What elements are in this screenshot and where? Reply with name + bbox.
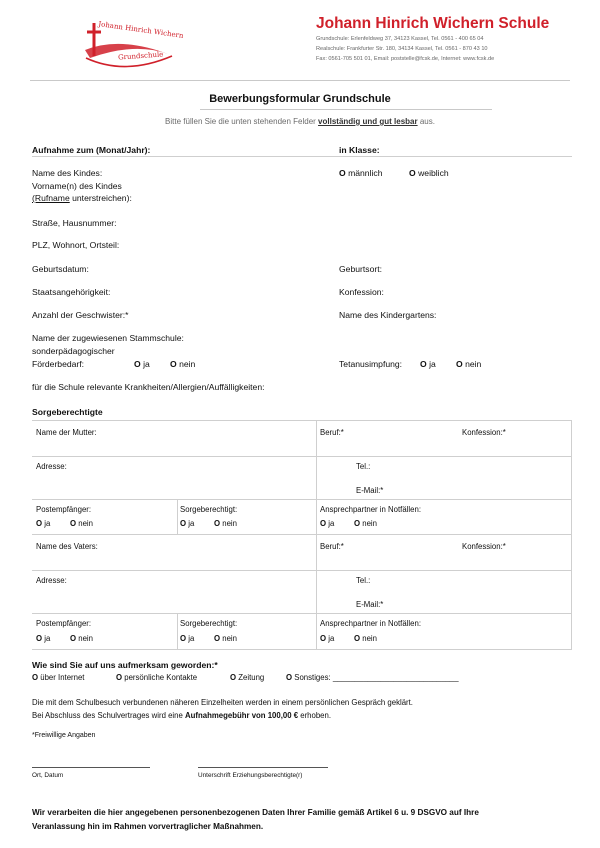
mutter-sorge-nein-option[interactable]: O nein xyxy=(214,519,237,528)
geschwister-label: Anzahl der Geschwister:* xyxy=(32,310,129,320)
aufmerksam-question: Wie sind Sie auf uns aufmerksam geworden:* xyxy=(32,660,218,670)
section-divider xyxy=(32,156,572,157)
table-top-border xyxy=(32,420,572,421)
aufmerksam-sonstiges-option[interactable]: O Sonstiges: _____________________________ xyxy=(286,673,459,682)
mutter-sorge-label: Sorgeberechtigt: xyxy=(180,505,238,514)
geburtsort-label: Geburtsort: xyxy=(339,264,382,274)
mutter-notfall-ja-option[interactable]: O ja xyxy=(320,519,335,528)
school-name: Johann Hinrich Wichern Schule xyxy=(316,15,550,32)
vater-post-nein-option[interactable]: O nein xyxy=(70,634,93,643)
address-line: Fax: 0561-705 501 01, Email: poststelle@fcsk.de, Internet: www.fcsk.de xyxy=(316,56,495,62)
vater-notfall-ja-option[interactable]: O ja xyxy=(320,634,335,643)
vater-sorge-ja-option[interactable]: O ja xyxy=(180,634,195,643)
ort-datum-label: Ort, Datum xyxy=(32,772,64,779)
stammschule-label: Name der zugewiesenen Stammschule: xyxy=(32,333,184,343)
vorname-label: Vorname(n) des Kindes xyxy=(32,181,122,191)
info-line-2: Bei Abschluss des Schulvertrages wird eine Aufnahmegebühr von 100,00 € erhoben. xyxy=(32,711,332,720)
mutter-label: Name der Mutter: xyxy=(36,428,97,437)
row-divider xyxy=(32,534,572,535)
aufmerksam-zeitung-option[interactable]: O Zeitung xyxy=(230,673,265,682)
table-vline xyxy=(177,613,178,649)
aufnahme-label: Aufnahme zum (Monat/Jahr): xyxy=(32,145,151,155)
row-divider xyxy=(32,456,572,457)
table-vline xyxy=(316,499,317,534)
unterschrift-line[interactable] xyxy=(198,767,328,768)
foerder-nein-option[interactable]: O nein xyxy=(170,359,196,369)
vater-tel-label: Tel.: xyxy=(356,576,371,585)
name-kind-label: Name des Kindes: xyxy=(32,168,103,178)
row-divider xyxy=(32,613,572,614)
mutter-email-label: E-Mail:* xyxy=(356,486,384,495)
title-underline xyxy=(200,109,492,110)
vater-email-label: E-Mail:* xyxy=(356,600,384,609)
mutter-post-label: Postempfänger: xyxy=(36,505,92,514)
sorge-heading: Sorgeberechtigte xyxy=(32,407,103,417)
mutter-post-nein-option[interactable]: O nein xyxy=(70,519,93,528)
plz-label: PLZ, Wohnort, Ortsteil: xyxy=(32,240,120,250)
vater-sorge-label: Sorgeberechtigt: xyxy=(180,619,238,628)
tetanus-ja-option[interactable]: O ja xyxy=(420,359,436,369)
info-line-1: Die mit dem Schulbesuch verbundenen näheren Einzelheiten werden in einem persönlichen Gespräch geklärt. xyxy=(32,698,413,707)
mutter-notfall-nein-option[interactable]: O nein xyxy=(354,519,377,528)
aufmerksam-kontakte-option[interactable]: O persönliche Kontakte xyxy=(116,673,198,682)
table-vline xyxy=(316,420,317,499)
row-divider xyxy=(32,499,572,500)
address-line: Realschule: Frankfurter Str. 180, 34134 Kassel, Tel. 0561 - 870 43 10 xyxy=(316,46,488,52)
mutter-tel-label: Tel.: xyxy=(356,462,371,471)
vater-sorge-nein-option[interactable]: O nein xyxy=(214,634,237,643)
form-subtitle: Bitte füllen Sie die unten stehenden Felder vollständig und gut lesbar aus. xyxy=(165,117,435,126)
rufname-label: (Rufname unterstreichen): xyxy=(32,193,132,203)
freiwillig-note: *Freiwillige Angaben xyxy=(32,732,96,739)
mutter-post-ja-option[interactable]: O ja xyxy=(36,519,51,528)
mutter-notfall-label: Ansprechpartner in Notfällen: xyxy=(320,505,421,514)
mutter-adresse-label: Adresse: xyxy=(36,462,67,471)
logo-text-bottom: Grundschule xyxy=(117,50,164,62)
gender-male-option[interactable]: O männlich xyxy=(339,168,383,178)
vater-post-ja-option[interactable]: O ja xyxy=(36,634,51,643)
konfession-label: Konfession: xyxy=(339,287,384,297)
row-divider xyxy=(32,570,572,571)
vater-adresse-label: Adresse: xyxy=(36,576,67,585)
table-vline xyxy=(571,420,572,649)
strasse-label: Straße, Hausnummer: xyxy=(32,218,117,228)
mutter-sorge-ja-option[interactable]: O ja xyxy=(180,519,195,528)
vater-notfall-nein-option[interactable]: O nein xyxy=(354,634,377,643)
vater-notfall-label: Ansprechpartner in Notfällen: xyxy=(320,619,421,628)
vater-konfession-label: Konfession:* xyxy=(462,542,506,551)
mutter-konfession-label: Konfession:* xyxy=(462,428,506,437)
tetanus-label: Tetanusimpfung: xyxy=(339,359,403,369)
kindergarten-label: Name des Kindergartens: xyxy=(339,310,437,320)
table-vline xyxy=(316,613,317,649)
unterschrift-label: Unterschrift Erziehungsberechtigte(r) xyxy=(198,772,303,779)
tetanus-nein-option[interactable]: O nein xyxy=(456,359,482,369)
geburtsdatum-label: Geburtsdatum: xyxy=(32,264,89,274)
vater-post-label: Postempfänger: xyxy=(36,619,92,628)
vater-beruf-label: Beruf:* xyxy=(320,542,344,551)
vater-label: Name des Vaters: xyxy=(36,542,98,551)
dsgvo-notice-line-1: Wir verarbeiten die hier angegebenen personenbezogenen Daten Ihrer Familie gemäß Artikel 6 u. 9 DSGVO auf Ihre xyxy=(32,808,479,817)
dsgvo-notice-line-2: Veranlassung hin im Rahmen vorvertraglicher Maßnahmen. xyxy=(32,822,264,831)
gender-female-option[interactable]: O weiblich xyxy=(409,168,449,178)
klasse-label: in Klasse: xyxy=(339,145,380,155)
logo-text-top: Johann Hinrich Wichern xyxy=(97,20,184,40)
table-vline xyxy=(316,534,317,613)
ort-datum-line[interactable] xyxy=(32,767,150,768)
foerder-ja-option[interactable]: O ja xyxy=(134,359,150,369)
krankheiten-label: für die Schule relevante Krankheiten/Allergien/Auffälligkeiten: xyxy=(32,382,265,392)
header-divider xyxy=(30,80,570,81)
table-vline xyxy=(177,499,178,534)
table-bottom-border xyxy=(32,649,572,650)
form-title: Bewerbungsformular Grundschule xyxy=(209,93,391,105)
foerder-label: sonderpädagogischer xyxy=(32,346,115,356)
foerder-label-2: Förderbedarf: xyxy=(32,359,85,369)
address-line: Grundschule: Erlenfeldweg 37, 34123 Kassel, Tel. 0561 - 400 65 04 xyxy=(316,36,484,42)
aufmerksam-internet-option[interactable]: O über Internet xyxy=(32,673,85,682)
staatsangehoerigkeit-label: Staatsangehörigkeit: xyxy=(32,287,111,297)
mutter-beruf-label: Beruf:* xyxy=(320,428,344,437)
